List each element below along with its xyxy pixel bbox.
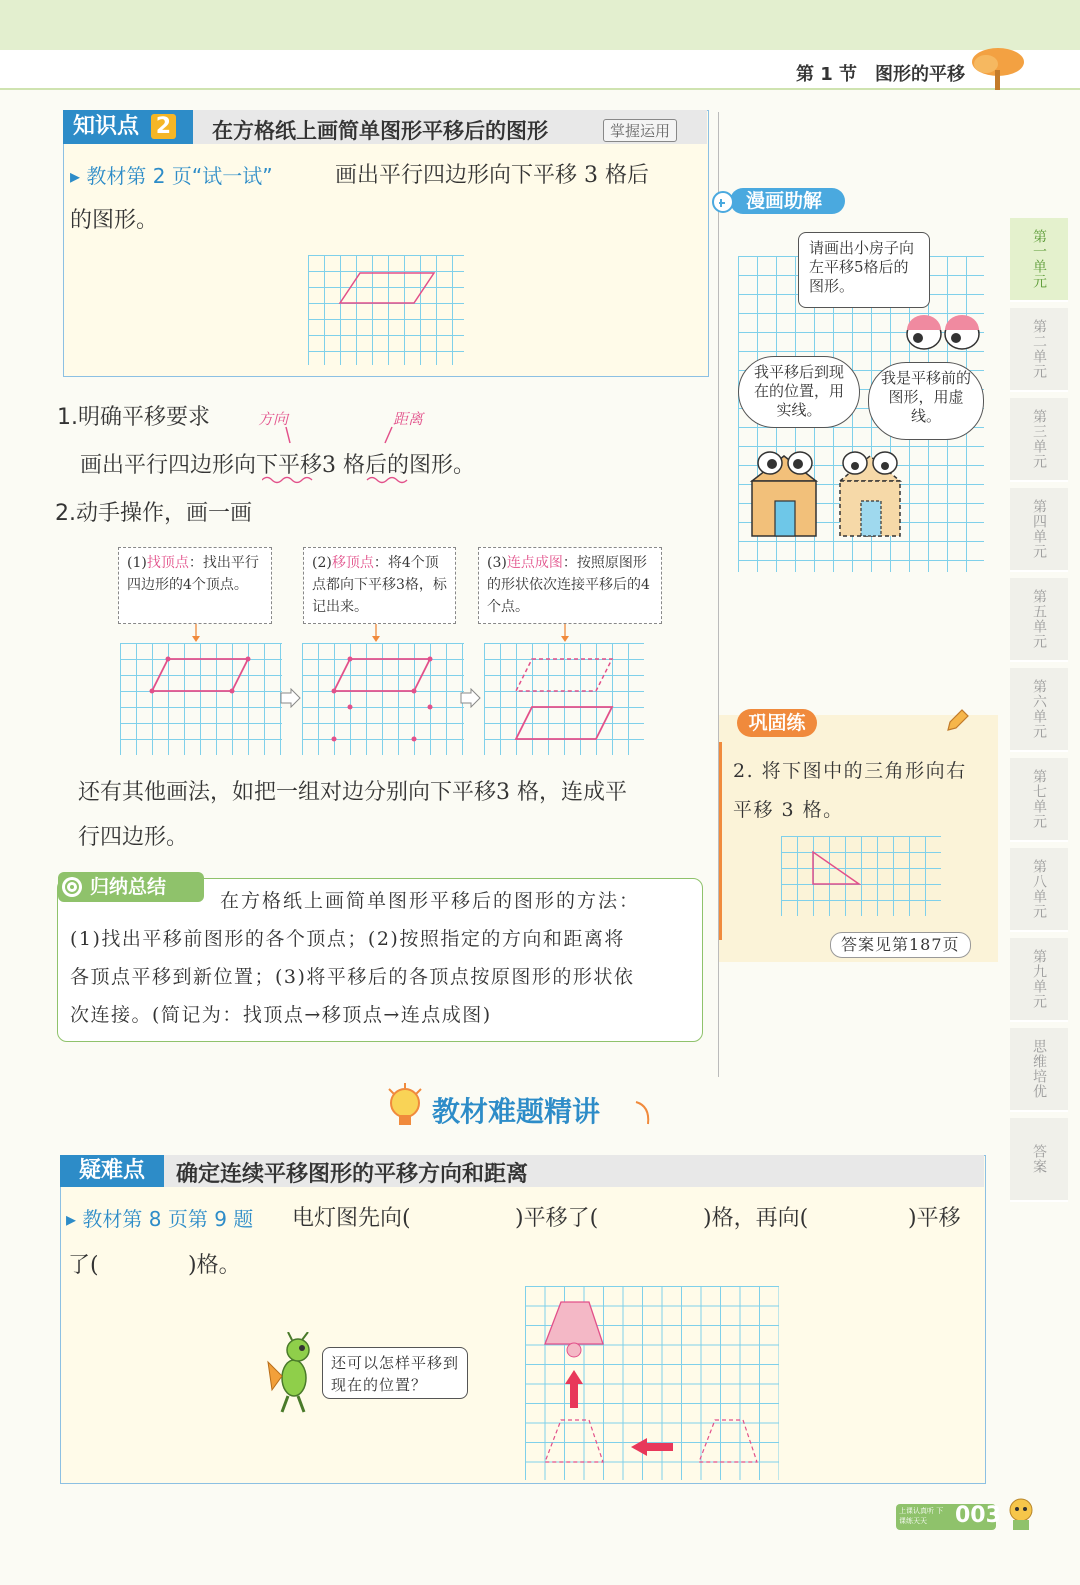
house-eyes: [758, 452, 897, 474]
unit-tab-4[interactable]: [1010, 488, 1068, 572]
practice-grid: [781, 836, 941, 916]
unit-tab-label: 第一单元: [1031, 229, 1047, 289]
summary-line-4: 次连接。(简记为：找顶点→移顶点→连点成图): [70, 1004, 492, 1026]
practice-q-line1: 2. 将下图中的三角形向右: [733, 760, 967, 782]
step1-sentence: 画出平行四边形向下平移3 格后的图形。: [80, 453, 475, 478]
mascot-icon: [1004, 1496, 1038, 1532]
comic-bubble-top: 请画出小房子向左平移5格后的图形。: [798, 232, 930, 308]
knowledge-number: 2: [151, 114, 176, 139]
step-box-2: (2)移顶点：将4个顶点都向下平移3格，标记出来。: [303, 547, 456, 624]
next-arrow-icon-2: [460, 688, 482, 708]
unit-tab-1[interactable]: [1010, 218, 1068, 302]
question-grid: [308, 255, 464, 365]
step-box-1: (1)找顶点：找出平行四边形的4个顶点。: [118, 547, 272, 624]
fill-text-e: 了(: [68, 1253, 99, 1278]
banner-curl: [632, 1098, 656, 1128]
comic-bubble-left: 我平移后到现在的位置，用实线。: [738, 356, 860, 428]
grasshopper-icon: [262, 1332, 324, 1416]
grasshopper-bubble: 还可以怎样平移到现在的位置？: [322, 1347, 468, 1399]
knowledge-tag-label: 知识点: [73, 114, 140, 139]
wavy-underline: [262, 475, 422, 485]
fill-text-b: )平移了(: [515, 1206, 599, 1231]
practice-q-line2: 平移 3 格。: [733, 799, 844, 821]
lamp-middle-dashed: [545, 1420, 603, 1462]
hard-banner-title: 教材难题精讲: [432, 1095, 601, 1128]
unit-tab-3[interactable]: [1010, 398, 1068, 482]
comic-bubble-right: 我是平移前的图形，用虚线。: [868, 362, 984, 440]
tree-icon: [968, 42, 1030, 92]
summary-line-1: 在方格纸上画简单图形平移后的图形的方法：: [220, 890, 641, 912]
knowledge-title: 在方格纸上画简单图形平移后的图形: [212, 119, 548, 143]
unit-tab-label: 第四单元: [1031, 499, 1047, 559]
lightbulb-icon: [385, 1083, 425, 1131]
unit-tab-label: 第九单元: [1031, 949, 1047, 1009]
knowledge-tag: [63, 110, 193, 144]
other-method-line1: 还有其他画法，如把一组对边分别向下平移3 格，连成平: [78, 780, 627, 805]
unit-tab-label: 答案: [1031, 1144, 1047, 1174]
footer-slogan: 上课认真听 下课练天天: [899, 1507, 944, 1525]
pencil-icon: [944, 708, 970, 734]
comic-tag: 漫画助解: [730, 188, 845, 214]
practice-tag: 巩固练: [737, 709, 817, 737]
unit-tab-label: 第八单元: [1031, 859, 1047, 919]
top-band: [0, 0, 1080, 50]
unit-tab-label: 第五单元: [1031, 589, 1047, 649]
unit-tab-label: 思维培优: [1031, 1039, 1047, 1099]
hand-icon: [712, 191, 734, 213]
summary-line-3: 各顶点平移到新位置；(3)将平移后的各顶点按原图形的形状依: [70, 966, 635, 988]
lamp-grid: [525, 1286, 779, 1480]
summary-tag: 归纳总结: [58, 872, 204, 902]
difficulty-title: 确定连续平移图形的平移方向和距离: [176, 1162, 529, 1187]
question-line2: 的图形。: [70, 208, 159, 233]
unit-tab-2[interactable]: [1010, 308, 1068, 392]
page-number: 003: [955, 1503, 1001, 1528]
fill-text-d: )平移: [908, 1206, 961, 1231]
unit-tab-label: 第七单元: [1031, 769, 1047, 829]
lamp-original: [545, 1302, 603, 1357]
lamp-start-dashed: [699, 1420, 757, 1462]
unit-tab-10[interactable]: [1010, 1028, 1068, 1112]
fill-text-c: )格，再向(: [703, 1206, 809, 1231]
step-arrows-down: [115, 624, 675, 644]
unit-tab-label: 第六单元: [1031, 679, 1047, 739]
textbook-ref: ▸ 教材第 2 页“试一试”: [70, 164, 273, 188]
practice-accent: [719, 742, 722, 940]
note-direction: 方向: [258, 410, 289, 428]
summary-line-2: (1)找出平移前图形的各个顶点；(2)按照指定的方向和距离将: [70, 928, 625, 950]
arrow-left-icon: [631, 1438, 673, 1456]
section-title: 第 1 节 图形的平移: [795, 64, 965, 85]
step-box-3: (3)连点成图：按照原图形的形状依次连接平移后的4个点。: [478, 547, 662, 624]
difficulty-ref: ▸ 教材第 8 页第 9 题: [66, 1207, 254, 1231]
unit-tab-6[interactable]: [1010, 668, 1068, 752]
unit-tab-9[interactable]: [1010, 938, 1068, 1022]
step-grid-3: [484, 643, 644, 755]
unit-tab-5[interactable]: [1010, 578, 1068, 662]
question-line1: 画出平行四边形向下平移 3 格后: [335, 163, 649, 188]
note-distance: 距离: [393, 410, 424, 428]
answer-ref: 答案见第187页: [830, 932, 971, 958]
fill-text-a: 电灯图先向(: [292, 1206, 411, 1231]
textbook-ref-text: 教材第 2 页“试一试”: [86, 164, 273, 188]
step1-title: 1.明确平移要求: [57, 405, 210, 430]
target-icon: [60, 875, 84, 899]
other-method-line2: 行四边形。: [78, 825, 189, 850]
difficulty-ref-text: 教材第 8 页第 9 题: [82, 1207, 254, 1231]
step-grid-1: [120, 643, 282, 755]
unit-tab-label: 第三单元: [1031, 409, 1047, 469]
arrow-up-icon: [565, 1370, 583, 1408]
next-arrow-icon: [280, 688, 302, 708]
knowledge-badge: 掌握运用: [603, 119, 677, 142]
unit-tab-7[interactable]: [1010, 758, 1068, 842]
step-grid-2: [302, 643, 464, 755]
unit-tab-label: 第二单元: [1031, 319, 1047, 379]
step2-title: 2.动手操作，画一画: [55, 501, 252, 526]
unit-tab-8[interactable]: [1010, 848, 1068, 932]
fill-text-f: )格。: [188, 1253, 241, 1278]
unit-tab-11[interactable]: [1010, 1118, 1068, 1202]
difficulty-tag: 疑难点: [60, 1155, 164, 1187]
